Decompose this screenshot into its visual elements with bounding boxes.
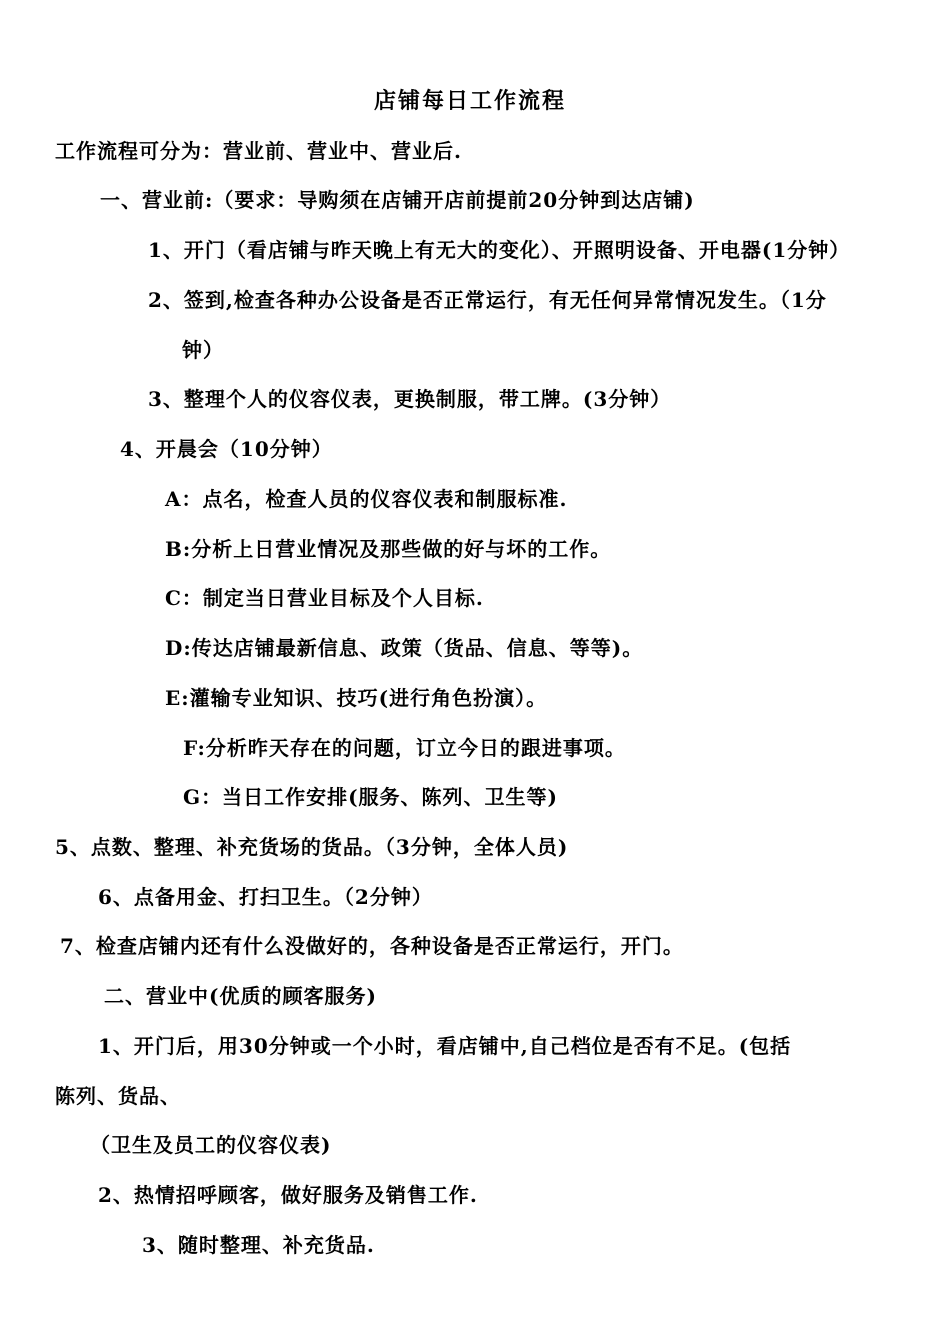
s1-item-6: 6、点备用金、打扫卫生。（2分钟） <box>98 885 433 909</box>
s1-item-4-c: C：制定当日营业目标及个人目标. <box>165 586 484 610</box>
s2-item-3: 3、随时整理、补充货品. <box>142 1233 375 1257</box>
s1-item-4-e: E:灌输专业知识、技巧(进行角色扮演）。 <box>165 686 548 710</box>
s1-item-4-a: A：点名，检查人员的仪容仪表和制服标准. <box>165 487 568 511</box>
s2-item-2: 2、热情招呼顾客，做好服务及销售工作. <box>98 1183 478 1207</box>
s1-item-4-g: G：当日工作安排(服务、陈列、卫生等) <box>183 785 559 809</box>
s1-item-4-d: D:传达店铺最新信息、政策（货品、信息、等等)。 <box>165 636 644 660</box>
s1-item-4-f: F:分析昨天存在的问题，订立今日的跟进事项。 <box>183 736 626 760</box>
s1-item-2-line-2: 钟） <box>182 338 224 362</box>
s1-item-4: 4、开晨会（10分钟） <box>120 437 333 461</box>
s1-item-7: 7、检查店铺内还有什么没做好的，各种设备是否正常运行，开门。 <box>60 934 684 958</box>
s2-item-1-line-1: 1、开门后，用30分钟或一个小时，看店铺中,自己档位是否有不足。(包括 <box>98 1034 792 1058</box>
s1-item-5: 5、点数、整理、补充货场的货品。（3分钟，全体人员) <box>55 835 569 859</box>
s1-item-1: 1、开门（看店铺与昨天晚上有无大的变化）、开照明设备、开电器(1分钟） <box>148 238 851 262</box>
intro-line: 工作流程可分为：营业前、营业中、营业后. <box>55 139 462 163</box>
s2-item-1-line-3: （卫生及员工的仪容仪表) <box>90 1133 332 1157</box>
section-2-heading: 二、营业中(优质的顾客服务) <box>104 984 377 1008</box>
s1-item-2-line-1: 2、签到,检查各种办公设备是否正常运行，有无任何异常情况发生。（1分 <box>148 288 827 312</box>
s2-item-1-line-2: 陈列、货品、 <box>55 1084 181 1108</box>
s1-item-3: 3、整理个人的仪容仪表，更换制服，带工牌。(3分钟） <box>148 387 672 411</box>
s1-item-4-b: B:分析上日营业情况及那些做的好与坏的工作。 <box>165 537 612 561</box>
section-1-heading: 一、营业前:（要求：导购须在店铺开店前提前20分钟到达店铺) <box>100 188 695 212</box>
document-title: 店铺每日工作流程 <box>374 88 567 114</box>
